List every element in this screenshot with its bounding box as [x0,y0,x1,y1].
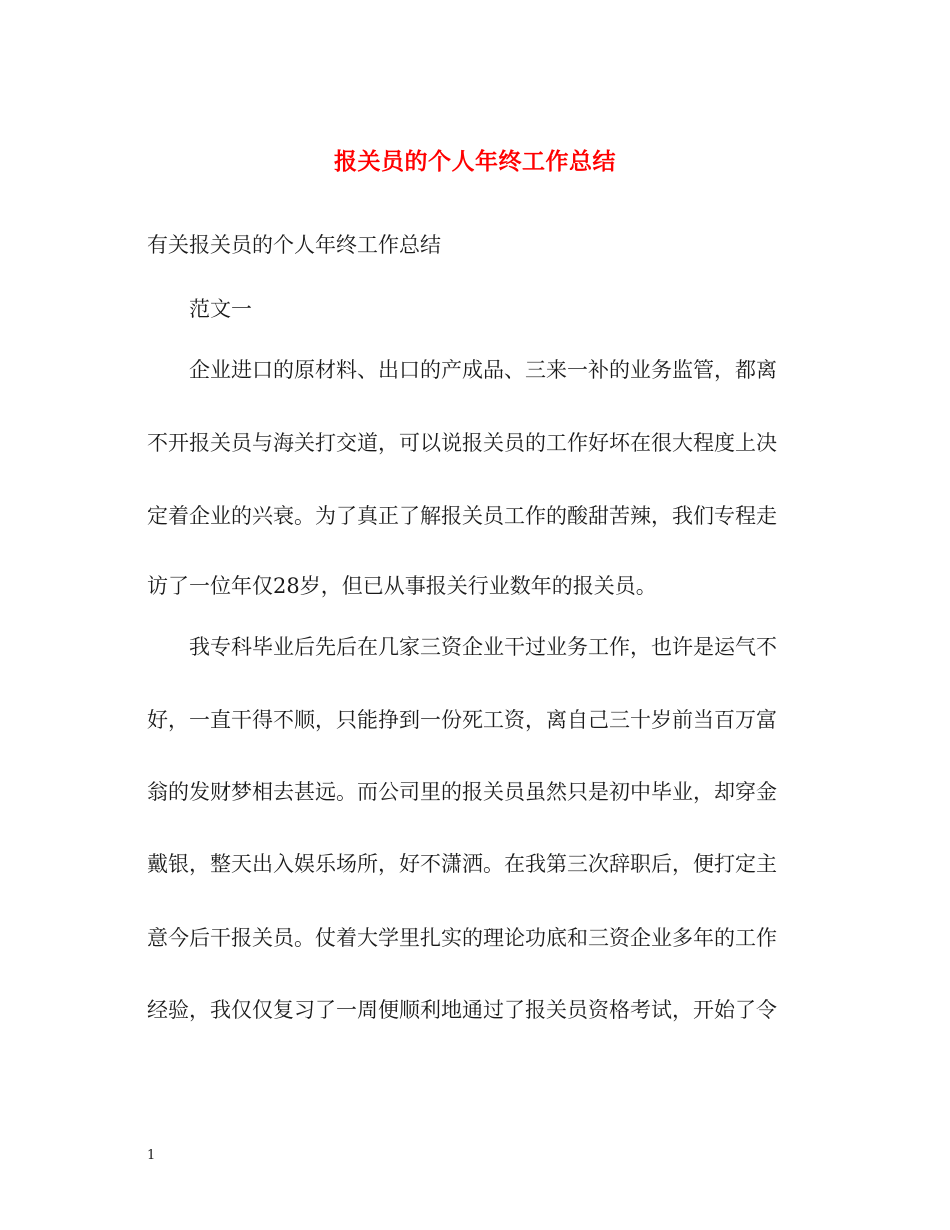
paragraph-line: 翁的发财梦相去甚远。而公司里的报关员虽然只是初中毕业，却穿金 [147,780,777,804]
section-label: 范文一 [189,297,252,321]
document-title: 报关员的个人年终工作总结 [334,148,616,175]
page-number: 1 [147,1148,156,1163]
paragraph-line: 定着企业的兴衰。为了真正了解报关员工作的酸甜苦辣，我们专程走 [147,504,777,528]
document-subtitle: 有关报关员的个人年终工作总结 [147,233,441,257]
paragraph-line: 我专科毕业后先后在几家三资企业干过业务工作，也许是运气不 [189,635,777,659]
paragraph-line: 戴银，整天出入娱乐场所，好不潇洒。在我第三次辞职后，便打定主 [147,852,777,876]
paragraph-line: 经验，我仅仅复习了一周便顺利地通过了报关员资格考试，开始了令 [147,998,777,1022]
paragraph-line: 意今后干报关员。仗着大学里扎实的理论功底和三资企业多年的工作 [147,926,777,950]
paragraph-line: 企业进口的原材料、出口的产成品、三来一补的业务监管，都离 [189,358,777,382]
paragraph-line: 好，一直干得不顺，只能挣到一份死工资，离自己三十岁前当百万富 [147,708,777,732]
paragraph-line: 不开报关员与海关打交道，可以说报关员的工作好坏在很大程度上决 [147,431,777,455]
paragraph-line: 访了一位年仅28岁，但已从事报关行业数年的报关员。 [147,574,657,598]
